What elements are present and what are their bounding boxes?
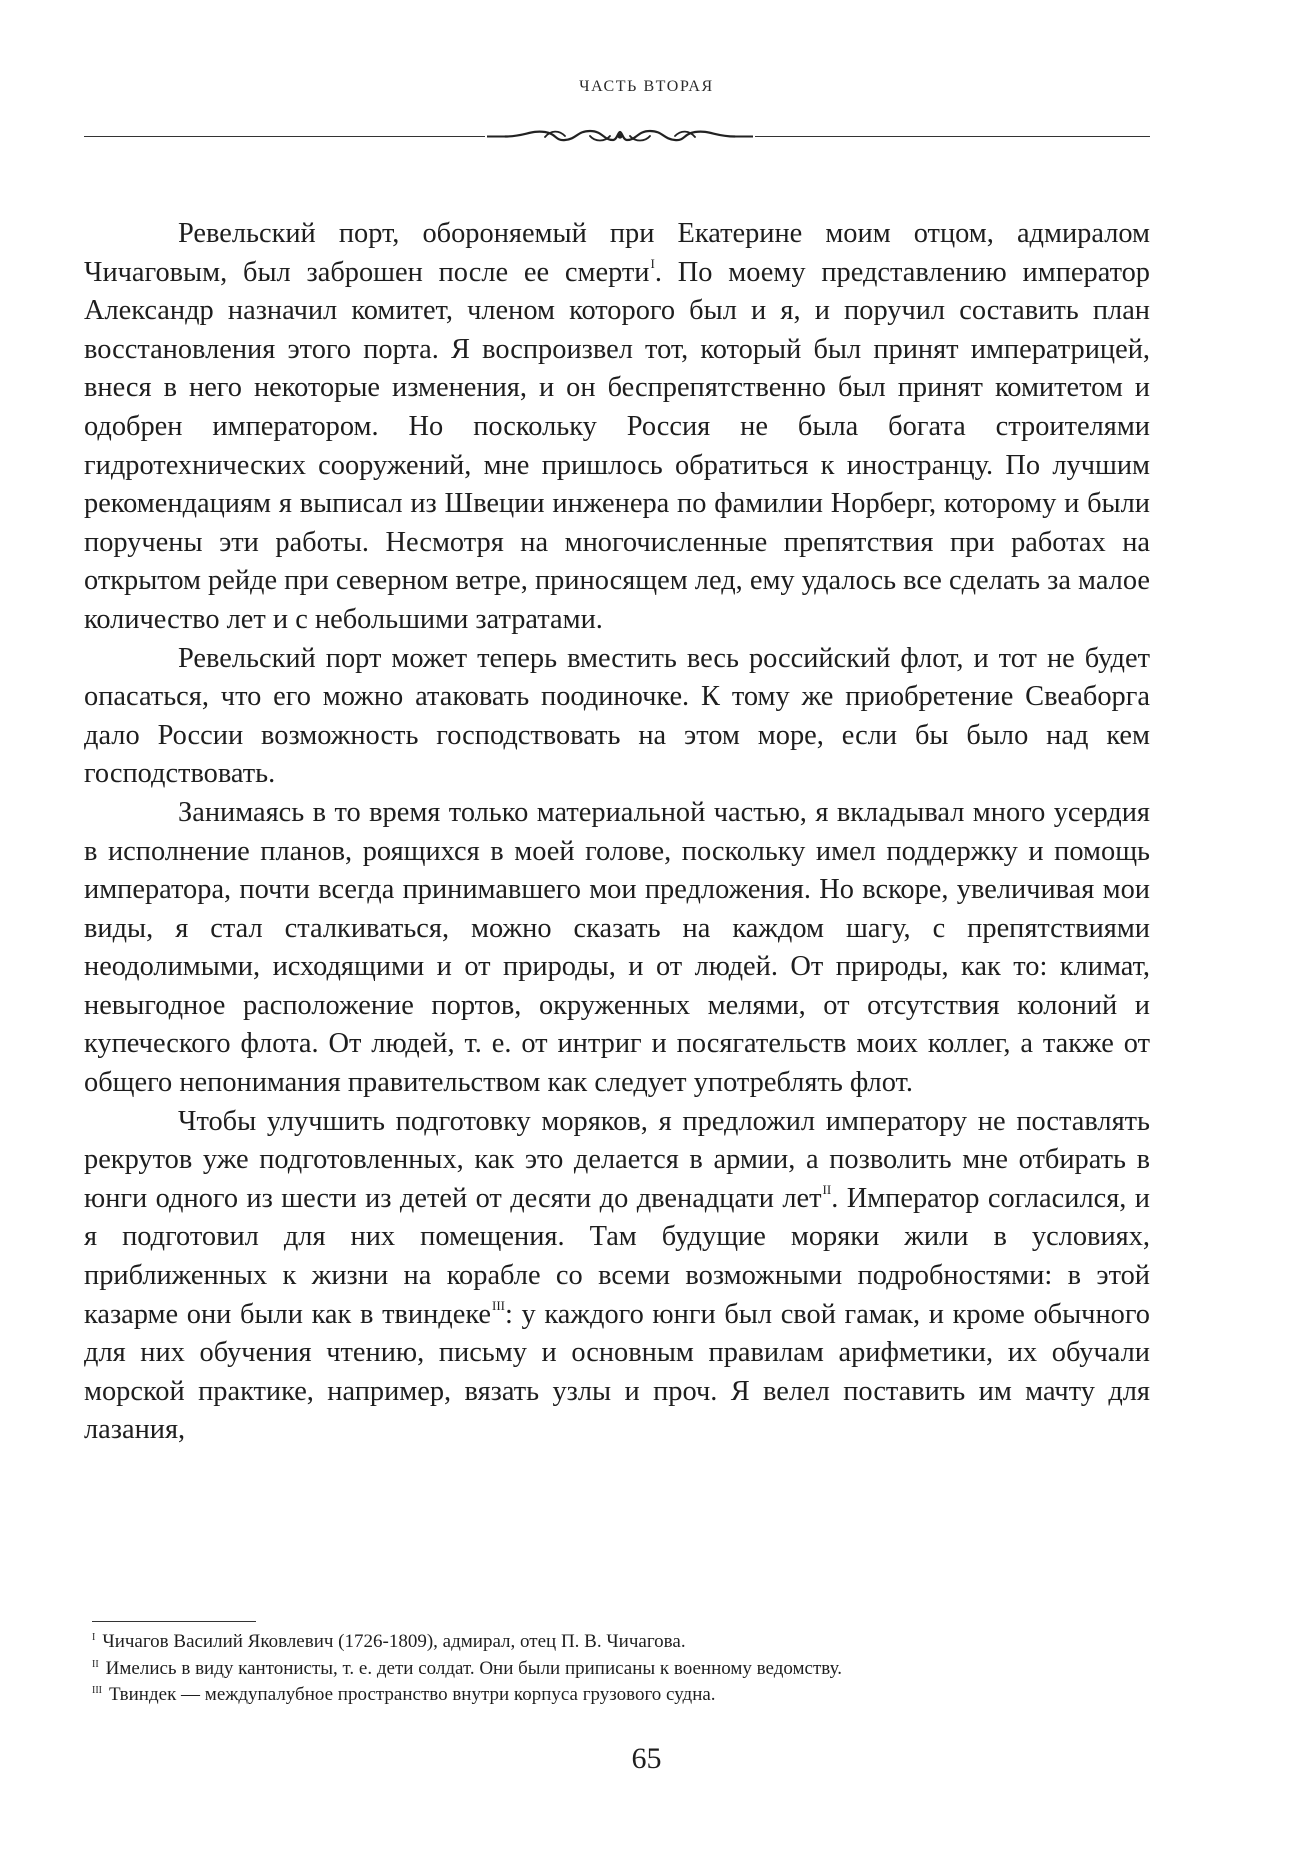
paragraph-4-text-end: : у каждого юнги был свой гамак, и кроме обычного для них обучения чтению, письму и основным правилам арифметики, их обучали морской практике, например, вязать узлы и проч. Я велел поставить им мачту для лазания, (84, 1298, 1150, 1446)
footnote-2 (92, 1656, 1150, 1683)
footnote-ref-3: III (492, 1297, 505, 1313)
paragraph-1-text-start: Ревельский порт, обороняемый при Екатерине моим отцом, адмиралом Чичаговым, был заброшен после ее смерти (84, 218, 1150, 288)
body-text (84, 215, 1150, 1450)
paragraph-1-text-end: . По моему представлению император Александр назначил комитет, членом которого был и я, и поручил составить план восстановления этого порта. Я воспроизвел тот, который был принят императрицей, внеся в него некоторые изменения, и он беспрепятственно был принят комитетом и одобрен императором. Но поскольку Россия не была богата строителями гидротехнических сооружений, мне пришлось обратиться к иностранцу. По лучшим рекомендациям я выписал из Швеции инженера по фамилии Норберг, которому и были поручены эти работы. Несмотря на многочисленные препятствия при работах на открытом рейде при северном ветре, приносящем лед, ему удалось все сделать за малое количество лет и с небольшими затратами. (84, 256, 1150, 635)
footnote-rule (92, 1621, 256, 1622)
header-ornament-icon (485, 126, 755, 146)
footnote-text-1: Чичагов Василий Яковлевич (1726-1809), адмирал, отец П. В. Чичагова. (102, 1631, 686, 1652)
paragraph-3: Занимаясь в то время только материальной частью, я вкладывал много усердия в исполнение планов, роящихся в моей голове, поскольку имел поддержку и помощь императора, почти всегда принимавшего мои предложения. Но вскоре, увеличивая мои виды, я стал сталкиваться, можно сказать на каждом шагу, с препятствиями неодолимыми, исходящими и от природы, и от людей. От природы, как то: климат, невыгодное расположение портов, окруженных мелями, от отсутствия колоний и купеческого флота. От людей, т. е. от интриг и посягательств моих коллег, а также от общего непонимания правительством как следует употреблять флот. (84, 796, 1150, 1099)
running-header: ЧАСТЬ ВТОРАЯ (579, 78, 714, 95)
footnote-3 (92, 1682, 1150, 1709)
footnote-text-3: Твиндек — междупалубное пространство внутри корпуса грузового судна. (109, 1684, 716, 1705)
footnote-text-2: Имелись в виду кантонисты, т. е. дети солдат. Они были приписаны к военному ведомству. (105, 1657, 842, 1679)
paragraph-4-text-start: Чтобы улучшить подготовку моряков, я предложил императору не поставлять рекрутов уже подготовленных, как это делается в армии, а позволить мне отбирать в юнги одного из шести из детей от десяти до двенадцати лет (84, 1105, 1150, 1214)
footnote-ref-1: I (650, 255, 655, 271)
footnote-mark-3: III (92, 1685, 102, 1696)
page-number: 65 (631, 1742, 662, 1775)
footnote-mark-1: I (92, 1632, 96, 1643)
paragraph-4 (84, 1103, 1150, 1450)
footnote-mark-2: II (92, 1658, 99, 1670)
paragraph-1 (84, 215, 1150, 640)
paragraph-4-text-middle: . Император согласился, и я подготовил для них помещения. Там будущие моряки жили в условиях, приближенных к жизни на корабле со всеми возможными подробностями: в этой казарме они были как в твиндеке (84, 1182, 1150, 1330)
footnotes (92, 1629, 1150, 1709)
paragraph-2: Ревельский порт может теперь вместить весь российский флот, и тот не будет опасаться, что его можно атаковать поодиночке. К тому же приобретение Свеаборга дало России возможность господствовать на этом море, если бы было над кем господствовать. (84, 642, 1150, 790)
footnote-ref-2: II (822, 1181, 832, 1197)
footnote-1 (92, 1629, 1150, 1656)
